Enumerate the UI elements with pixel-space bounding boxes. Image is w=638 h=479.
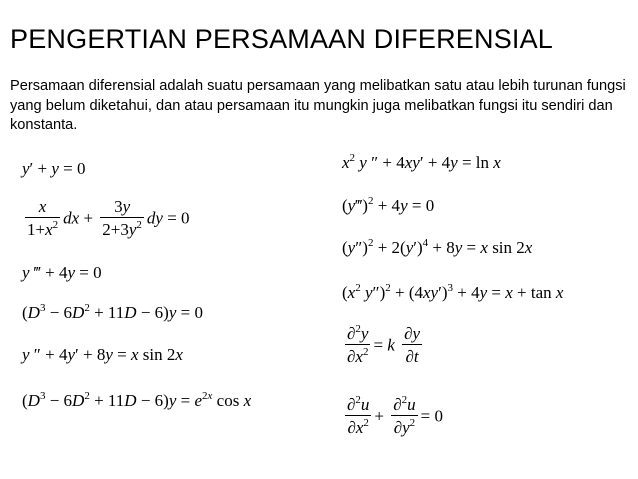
equation-right-2: (y‴)$^2$ + 4y = 0 (342, 195, 435, 215)
equation-right-5: $\frac{\partial^2y}{\partial x^2}$ = k $\frac{\partial y}{\partial t}$ (347, 323, 421, 366)
equation-left-4: $(D^3 - 6D^2 + 11D - 6)y = 0$ (22, 302, 203, 322)
equation-right-3: $(y'')^2 + 2(y')^4 + 8y = x$ sin 2x (342, 237, 533, 257)
equation-left-1: y′ + y = 0 (22, 159, 86, 178)
equation-left-3: y ‴ + 4y = 0 (22, 263, 102, 282)
equation-left-2: $\frac{x}{1+x^2}$ dx + $\frac{3y}{2+3y^2}$ dy = 0 (27, 197, 190, 239)
slide-title: PENGERTIAN PERSAMAAN DIFERENSIAL (10, 24, 554, 54)
intro-paragraph: Persamaan diferensial adalah suatu persamaan yang melibatkan satu atau lebih turunan fungsi yang belum diketahui, dan atau persamaan itu mungkin juga melibatkan fungsi itu sendiri dan konstanta. (10, 78, 626, 134)
equation-left-6: $(D^3 - 6D^2 + 11D - 6)y = e^{2x}$ cos x (22, 390, 252, 410)
equation-right-1: $x^2$ y ″ + 4xy′ + 4y = ln x (342, 152, 501, 172)
equation-right-4: ($x^2$ $y'')^2 + (4xy')^3 + 4y = x + \tan x$ (342, 282, 564, 302)
equation-right-6: $\frac{\partial^2u}{\partial x^2}$ + $\frac{\partial^2u}{\partial y^2}$ = 0 (347, 394, 443, 437)
equation-left-5: y ″ + 4y′ + 8y = x sin 2x (22, 345, 183, 364)
